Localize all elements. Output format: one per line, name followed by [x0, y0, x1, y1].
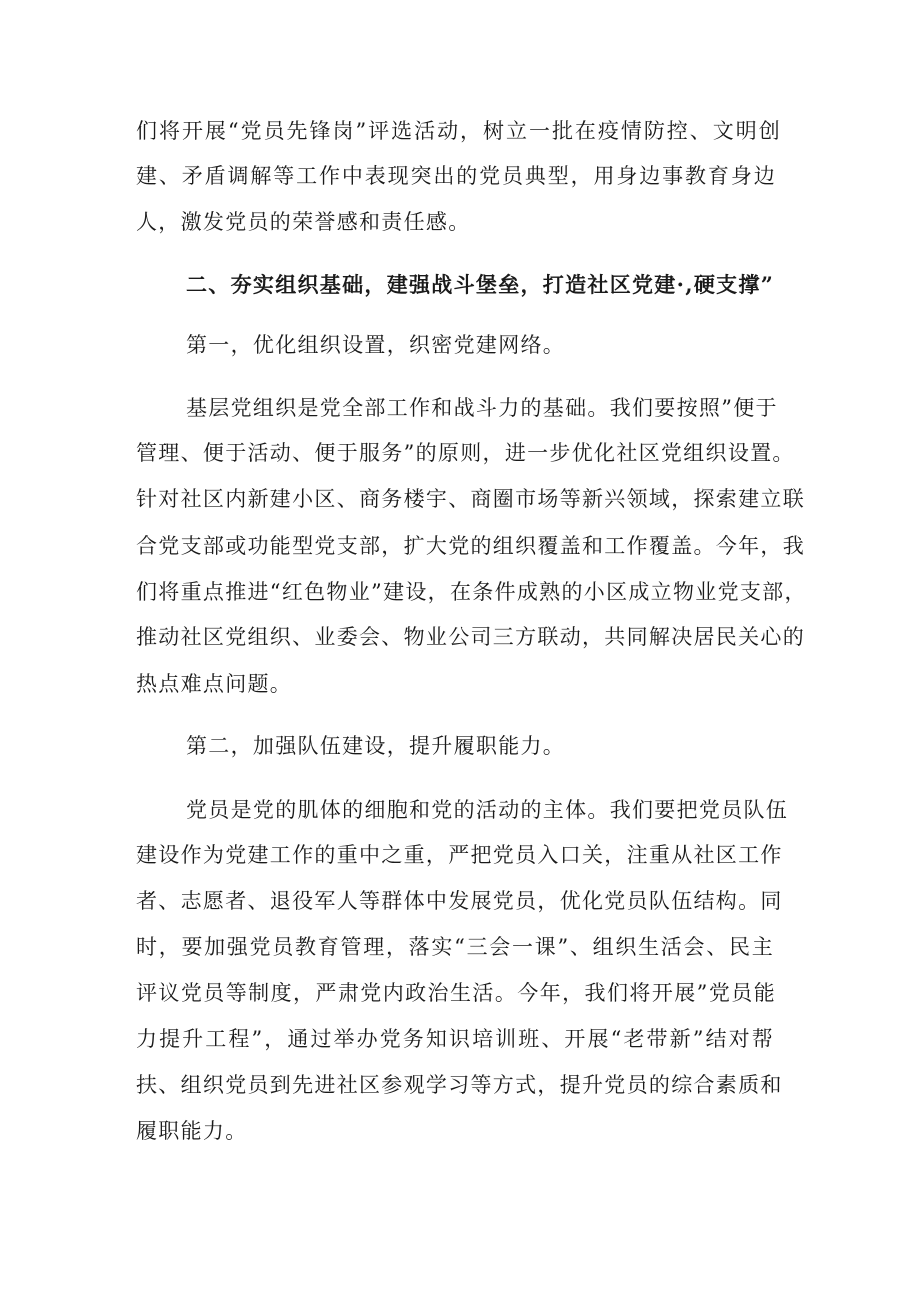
paragraph-line: 针对社区内新建小区、商务楼宇、商圈市场等新兴领域，探索建立联 [136, 487, 805, 511]
paragraph-line: 们将重点推进“红色物业”建设，在条件成熟的小区成立物业党支部， [136, 580, 807, 604]
section-heading: 二、夯实组织基础，建强战斗堡垒，打造社区党建·,硬支撑” [186, 272, 775, 297]
paragraph-line: 评议党员等制度，严肃党内政治生活。今年，我们将开展”党员能 [136, 981, 776, 1005]
paragraph-line: 党员是党的肌体的细胞和党的活动的主体。我们要把党员队伍 [186, 798, 789, 822]
paragraph-line: 时，要加强党员教育管理，落实“三会一课”、组织生活会、民主 [136, 935, 774, 959]
paragraph-line: 推动社区党组织、业委会、物业公司三方联动，共同解决居民关心的 [136, 625, 805, 649]
paragraph-line: 合党支部或功能型党支部，扩大党的组织覆盖和工作覆盖。今年，我 [136, 534, 805, 558]
paragraph-line: 者、志愿者、退役军人等群体中发展党员，优化党员队伍结构。同 [136, 889, 783, 913]
paragraph-line: 基层党组织是党全部工作和战斗力的基础。我们要按照”便于 [186, 396, 778, 420]
paragraph-line: 力提升工程”，通过举办党务知识培训班、开展“老带新”结对帮 [136, 1027, 774, 1051]
paragraph-line: 们将开展“党员先锋岗”评选活动，树立一批在疫情防控、文明创 [136, 119, 781, 143]
paragraph-line: 人，激发党员的荣誉感和责任感。 [136, 210, 471, 234]
paragraph-line: 扶、组织党员到先进社区参观学习等方式，提升党员的综合素质和 [136, 1073, 783, 1097]
subsection-heading: 第二，加强队伍建设，提升履职能力。 [186, 734, 566, 758]
paragraph-line: 建设作为党建工作的重中之重，严把党员入口关，注重从社区工作 [136, 843, 783, 867]
paragraph-line: 热点难点问题。 [136, 672, 293, 696]
paragraph-line: 管理、便于活动、便于服务”的原则，进一步优化社区党组织设置。 [136, 441, 795, 465]
paragraph-line: 履职能力。 [136, 1119, 248, 1143]
subsection-heading: 第一，优化组织设置，织密党建网络。 [186, 333, 566, 357]
paragraph-line: 建、矛盾调解等工作中表现突出的党员典型，用身边事教育身边 [136, 164, 776, 188]
